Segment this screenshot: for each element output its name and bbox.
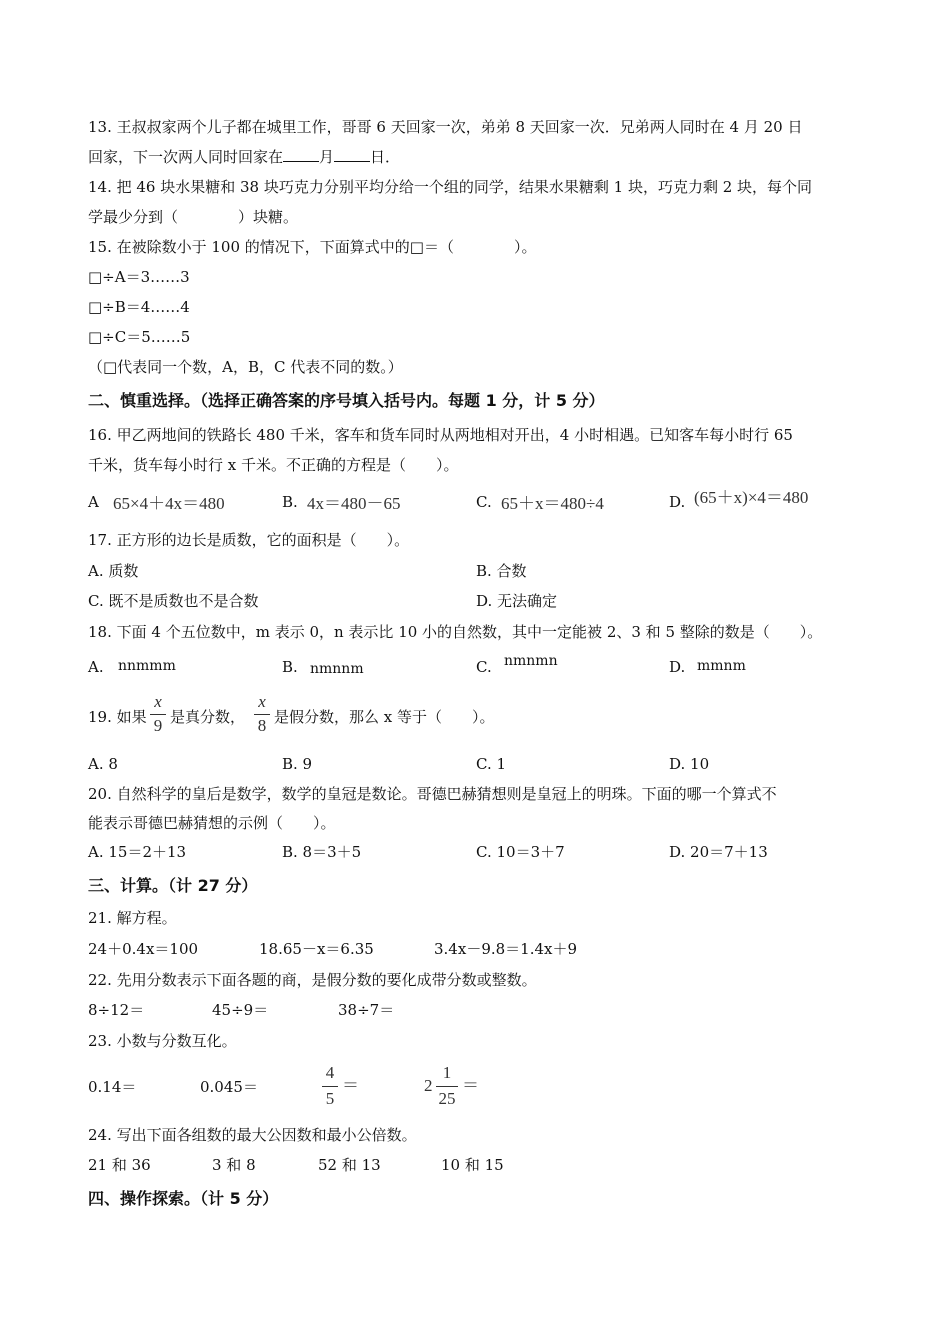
q13-line1: 13. 王叔叔家两个儿子都在城里工作，哥哥 6 天回家一次，弟弟 8 天回家一次．兄弟两人同时在 4 月 20 日 <box>88 118 803 136</box>
q18-option-c[interactable]: nmnmn <box>504 653 558 669</box>
q19-mid: 是真分数， <box>170 708 246 726</box>
q19-fraction-1-bar <box>150 714 166 715</box>
q24-title: 24. 写出下面各组数的最大公因数和最小公倍数。 <box>88 1126 417 1144</box>
q16-line1: 16. 甲乙两地间的铁路长 480 千米，客车和货车同时从两地相对开出，4 小时相遇。已知客车每小时行 65 <box>88 426 793 444</box>
q23-mixed-whole: 2 <box>424 1076 433 1095</box>
q23-title: 23. 小数与分数互化。 <box>88 1032 237 1050</box>
q23-equals-1: ＝ <box>342 1076 359 1095</box>
q18-option-a-label[interactable]: A. <box>88 658 104 676</box>
q17-option-a[interactable]: A. 质数 <box>88 562 139 580</box>
q22-expr-2: 45÷9＝ <box>212 1001 269 1019</box>
q13-line2-text: 回家，下一次两人同时回家在 <box>88 148 284 166</box>
q19-fraction-1 <box>150 693 166 737</box>
q19-fraction-2-denominator: 8 <box>257 716 267 735</box>
q14-line1: 14. 把 46 块水果糖和 38 块巧克力分别平均分给一个组的同学，结果水果糖剩 1 块，巧克力剩 2 块，每个同 <box>88 178 813 196</box>
q20-option-b[interactable]: B. 8＝3＋5 <box>282 843 362 861</box>
q20-line1: 20. 自然科学的皇后是数学，数学的皇冠是数论。哥德巴赫猜想则是皇冠上的明珠。下面的哪一个算式不 <box>88 785 777 803</box>
q17-line1: 17. 正方形的边长是质数，它的面积是（ ）。 <box>88 531 410 549</box>
q23-mixed-fraction <box>436 1064 458 1110</box>
q19-fraction-2 <box>254 693 270 737</box>
q15-eq3: □÷C＝5……5 <box>88 328 191 346</box>
q19-option-c[interactable]: C. 1 <box>476 755 507 773</box>
q16-option-c[interactable]: 65＋x＝480÷4 <box>501 494 604 513</box>
q13-month-label: 月 <box>319 148 335 166</box>
q15-eq2: □÷B＝4……4 <box>88 298 190 316</box>
q14-line2: 学最少分到（ ）块糖。 <box>88 208 299 226</box>
month-blank[interactable] <box>283 147 319 162</box>
q16-option-d[interactable]: (65＋x)×4＝480 <box>694 488 809 507</box>
q19-prefix: 19. 如果 <box>88 708 147 726</box>
q20-option-d[interactable]: D. 20＝7＋13 <box>669 843 768 861</box>
q22-expr-1: 8÷12＝ <box>88 1001 145 1019</box>
q24-group-2: 3 和 8 <box>212 1156 256 1174</box>
day-blank[interactable] <box>334 147 370 162</box>
section-2-heading: 二、慎重选择。（选择正确答案的序号填入括号内。每题 1 分，计 5 分） <box>88 391 605 410</box>
q23-mixed-numerator: 1 <box>442 1063 452 1082</box>
q23-expr-1: 0.14＝ <box>88 1078 137 1096</box>
q20-option-a[interactable]: A. 15＝2＋13 <box>88 843 187 861</box>
q16-option-a-label[interactable]: A <box>88 493 99 511</box>
q19-fraction-1-numerator: x <box>154 692 162 711</box>
q24-group-1: 21 和 36 <box>88 1156 151 1174</box>
q20-option-c[interactable]: C. 10＝3＋7 <box>476 843 565 861</box>
q13-line2 <box>88 147 400 167</box>
q21-equation-2: 18.65－x＝6.35 <box>259 940 374 958</box>
q18-option-b-label[interactable]: B. <box>282 658 298 676</box>
q22-title: 22. 先用分数表示下面各题的商，是假分数的要化成带分数或整数。 <box>88 971 537 989</box>
q13-day-label: 日． <box>370 148 401 166</box>
q23-fraction-numerator: 4 <box>325 1063 335 1082</box>
q17-option-b[interactable]: B. 合数 <box>476 562 527 580</box>
q19-option-a[interactable]: A. 8 <box>88 755 118 773</box>
q19-option-d[interactable]: D. 10 <box>669 755 710 773</box>
q23-fraction-bar <box>322 1086 338 1087</box>
q19-fraction-2-bar <box>254 714 270 715</box>
q23-mixed-denominator: 25 <box>438 1089 456 1108</box>
q24-group-3: 52 和 13 <box>318 1156 381 1174</box>
q19-suffix: 是假分数，那么 x 等于（ ）。 <box>274 708 495 726</box>
q16-line2: 千米，货车每小时行 x 千米。不正确的方程是（ ）。 <box>88 456 459 474</box>
q16-option-a[interactable]: 65×4＋4x＝480 <box>113 494 225 513</box>
q17-option-c[interactable]: C. 既不是质数也不是合数 <box>88 592 259 610</box>
q19-fraction-2-numerator: x <box>258 692 266 711</box>
q16-option-b-label[interactable]: B. <box>282 493 298 511</box>
q21-equation-1: 24＋0.4x＝100 <box>88 940 199 958</box>
q18-option-c-label[interactable]: C. <box>476 658 492 676</box>
q17-option-d[interactable]: D. 无法确定 <box>476 592 558 610</box>
section-4-heading: 四、操作探索。（计 5 分） <box>88 1189 279 1208</box>
q18-option-a[interactable]: nnmmm <box>118 658 176 674</box>
q16-option-c-label[interactable]: C. <box>476 493 492 511</box>
q18-option-b[interactable]: nmnnm <box>310 661 364 677</box>
q21-title: 21. 解方程。 <box>88 909 177 927</box>
q23-equals-2: ＝ <box>462 1076 479 1095</box>
q24-group-4: 10 和 15 <box>441 1156 504 1174</box>
q19-fraction-1-denominator: 9 <box>153 716 163 735</box>
q23-fraction-denominator: 5 <box>325 1089 335 1108</box>
q15-line1: 15. 在被除数小于 100 的情况下，下面算式中的□＝（ ）。 <box>88 238 537 256</box>
q18-line1: 18. 下面 4 个五位数中，m 表示 0，n 表示比 10 小的自然数，其中一定能被 2、3 和 5 整除的数是（ ）。 <box>88 623 823 641</box>
q19-option-b[interactable]: B. 9 <box>282 755 313 773</box>
q15-note: （□代表同一个数，A，B，C 代表不同的数。） <box>88 358 403 376</box>
q21-equation-3: 3.4x－9.8＝1.4x＋9 <box>434 940 578 958</box>
section-3-heading: 三、计算。（计 27 分） <box>88 876 258 895</box>
q15-eq1: □÷A＝3……3 <box>88 268 190 286</box>
q18-option-d-label[interactable]: D. <box>669 658 686 676</box>
q22-expr-3: 38÷7＝ <box>338 1001 395 1019</box>
q23-expr-2: 0.045＝ <box>200 1078 258 1096</box>
q20-line2: 能表示哥德巴赫猜想的示例（ ）。 <box>88 814 336 832</box>
q23-fraction <box>322 1064 338 1110</box>
q18-option-d[interactable]: mmnm <box>697 658 746 674</box>
q23-mixed-bar <box>436 1086 458 1087</box>
q16-option-b[interactable]: 4x＝480－65 <box>307 494 401 513</box>
q16-option-d-label[interactable]: D. <box>669 493 686 511</box>
